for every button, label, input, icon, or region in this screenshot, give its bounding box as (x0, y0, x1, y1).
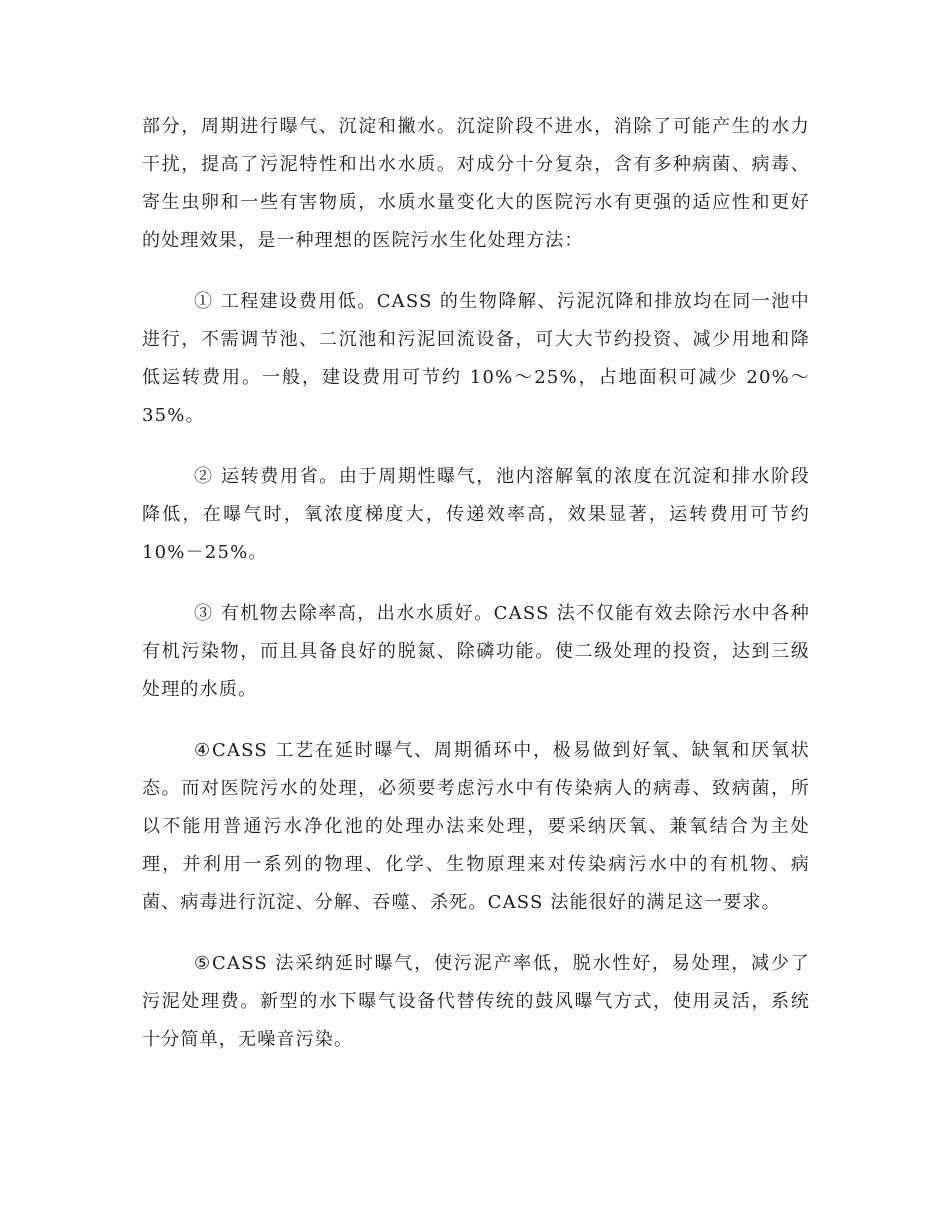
paragraph-intro: 部分，周期进行曝气、沉淀和撇水。沉淀阶段不进水，消除了可能产生的水力干扰，提高了污泥特性和出水水质。对成分十分复杂，含有多种病菌、病毒、寄生虫卵和一些有害物质，水质水量变化大的医院污水有更强的适应性和更好的处理效果，是一种理想的医院污水生化处理方法： (142, 116, 810, 251)
document-body (142, 108, 810, 1082)
paragraph-point-3: ③ 有机物去除率高，出水水质好。CASS 法不仅能有效去除污水中各种有机污染物，而且具备良好的脱氮、除磷功能。使二级处理的投资，达到三级处理的水质。 (142, 603, 810, 700)
paragraph-point-4: ④CASS 工艺在延时曝气、周期循环中，极易做到好氧、缺氧和厌氧状态。而对医院污水的处理，必须要考虑污水中有传染病人的病毒、致病菌，所以不能用普通污水净化池的处理办法来处理，要采纳厌氧、兼氧结合为主处理，并利用一系列的物理、化学、生物原理来对传染病污水中的有机物、病菌、病毒进行沉淀、分解、吞噬、杀死。CASS 法能很好的满足这一要求。 (142, 740, 810, 913)
paragraph-point-2: ② 运转费用省。由于周期性曝气，池内溶解氧的浓度在沉淀和排水阶段降低，在曝气时，氧浓度梯度大，传递效率高，效果显著，运转费用可节约 10%－25%。 (142, 466, 810, 563)
paragraph-point-5: ⑤CASS 法采纳延时曝气，使污泥产率低，脱水性好，易处理，减少了污泥处理费。新型的水下曝气设备代替传统的鼓风曝气方式，使用灵活，系统十分简单，无噪音污染。 (142, 953, 810, 1050)
paragraph-point-1: ① 工程建设费用低。CASS 的生物降解、污泥沉降和排放均在同一池中进行，不需调节池、二沉池和污泥回流设备，可大大节约投资、减少用地和降低运转费用。一般，建设费用可节约 10%～25%，占地面积可减少 20%～35%。 (142, 291, 810, 426)
